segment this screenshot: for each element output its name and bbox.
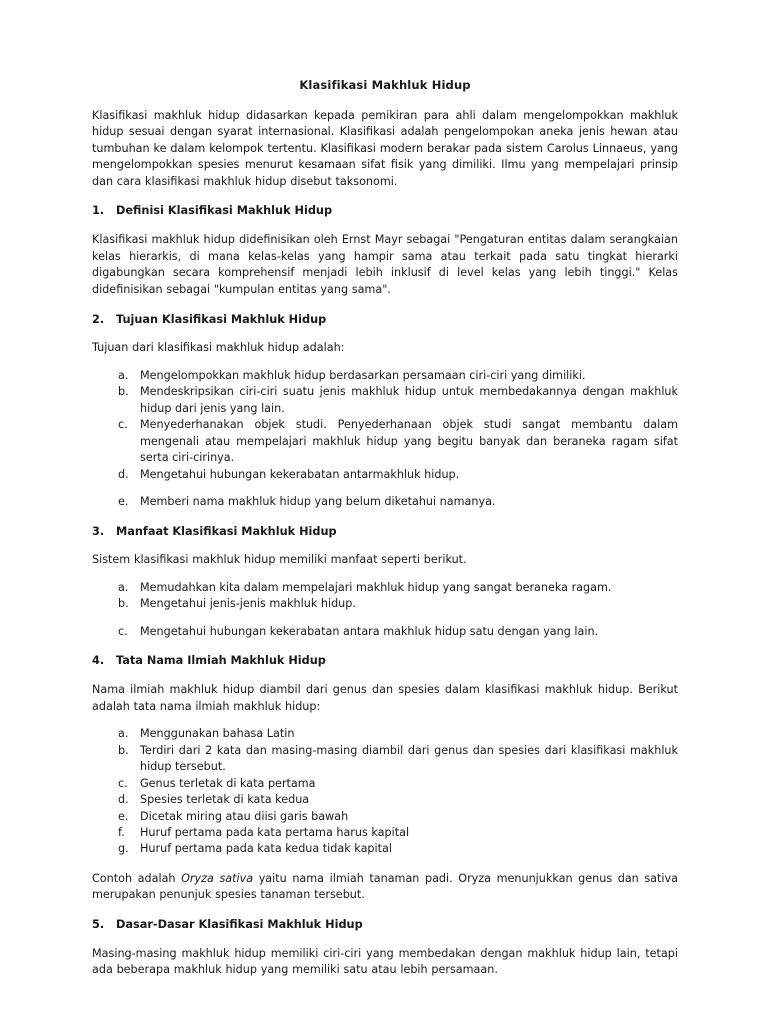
list-item <box>118 384 678 417</box>
closing-text-before: Contoh adalah <box>92 871 182 885</box>
list-item <box>118 624 678 640</box>
list-item <box>118 743 678 776</box>
list-item <box>118 417 678 466</box>
list-item-text: Mengelompokkan makhluk hidup berdasarkan persamaan ciri-ciri yang dimiliki. <box>140 368 586 382</box>
list-item <box>118 596 678 612</box>
list-item <box>118 467 678 483</box>
closing-text-after: yaitu nama ilmiah tanaman padi. Oryza menunjukkan genus dan sativa merupakan penunjuk spesies tanaman tersebut. <box>92 871 679 902</box>
list-item-text: Terdiri dari 2 kata dan masing-masing diambil dari genus dan spesies dari klasifikasi makhluk hidup tersebut. <box>140 743 678 774</box>
list-item-text: Mengetahui jenis-jenis makhluk hidup. <box>140 597 356 611</box>
section-heading-4 <box>92 653 678 669</box>
section-title-4: Tata Nama Ilmiah Makhluk Hidup <box>116 654 326 668</box>
page-title: Klasifikasi Makhluk Hidup <box>299 78 471 92</box>
list-item-text: Menggunakan bahasa Latin <box>140 727 295 741</box>
section-number-3: 3. <box>92 524 105 538</box>
section-heading-1 <box>92 203 678 219</box>
list-item-text: Genus terletak di kata pertama <box>140 776 316 790</box>
list-item-text: Huruf pertama pada kata kedua tidak kapital <box>140 842 392 856</box>
section-title-1: Definisi Klasifikasi Makhluk Hidup <box>116 204 333 218</box>
section-2-list <box>92 368 678 511</box>
list-marker: c. <box>118 624 128 638</box>
section-2-lead: Tujuan dari klasifikasi makhluk hidup adalah: <box>92 341 345 355</box>
list-marker: c. <box>118 418 128 432</box>
list-marker: g. <box>118 842 129 856</box>
list-item <box>118 580 678 596</box>
list-marker: f. <box>118 825 125 839</box>
list-item-text: Mengetahui hubungan kekerabatan antarmakhluk hidup. <box>140 467 460 481</box>
list-marker: e. <box>118 495 129 509</box>
section-3-list <box>92 580 678 640</box>
section-4-list <box>92 726 678 858</box>
list-item-text: Menyederhanakan objek studi. Penyederhanaan objek studi sangat membantu dalam mengenali atau mempelajari makhluk hidup yang begitu banyak dan beraneka ragam sifat serta ciri-cirinya. <box>140 418 678 465</box>
section-title-2: Tujuan Klasifikasi Makhluk Hidup <box>116 312 327 326</box>
list-marker: b. <box>118 743 129 757</box>
section-title-5: Dasar-Dasar Klasifikasi Makhluk Hidup <box>116 918 363 932</box>
section-title-3: Manfaat Klasifikasi Makhluk Hidup <box>116 524 337 538</box>
list-item-text: Mendeskripsikan ciri-ciri suatu jenis makhluk hidup untuk membedakannya dengan makhluk hidup dari jenis yang lain. <box>140 385 678 415</box>
list-item-text: Dicetak miring atau diisi garis bawah <box>140 809 349 823</box>
list-marker: d. <box>118 467 129 481</box>
list-item <box>118 726 678 742</box>
list-item <box>118 841 678 857</box>
list-item-text: Mengetahui hubungan kekerabatan antara makhluk hidup satu dengan yang lain. <box>140 624 599 638</box>
list-marker: a. <box>118 368 129 382</box>
intro-paragraph: Klasifikasi makhluk hidup didasarkan kepada pemikiran para ahli dalam mengelompokkan makhluk hidup sesuai dengan syarat internasional. Klasifikasi adalah pengelompokan aneka jenis hewan atau tumbuhan ke dalam kelompok tertentu. Klasifikasi modern berakar pada sistem Carolus Linnaeus, yang mengelompokkan spesies menurut kesamaan sifat fisik yang dimiliki. Ilmu yang mempelajari prinsip dan cara klasifikasi makhluk hidup disebut taksonomi. <box>92 108 678 188</box>
section-number-4: 4. <box>92 654 105 668</box>
list-marker: b. <box>118 385 129 399</box>
section-4-closing <box>92 871 678 904</box>
list-item-text: Memudahkan kita dalam mempelajari makhluk hidup yang sangat beraneka ragam. <box>140 580 612 594</box>
list-item <box>118 776 678 792</box>
section-number-1: 1. <box>92 204 105 218</box>
list-marker: a. <box>118 580 129 594</box>
list-item <box>118 809 678 825</box>
list-item <box>118 368 678 384</box>
section-heading-2 <box>92 312 678 328</box>
list-marker: b. <box>118 597 129 611</box>
section-5-body: Masing-masing makhluk hidup memiliki ciri-ciri yang membedakan dengan makhluk hidup lain, tetapi ada beberapa makhluk hidup yang memiliki satu atau lebih persamaan. <box>92 946 678 977</box>
section-heading-3 <box>92 524 678 540</box>
list-item <box>118 825 678 841</box>
list-marker: d. <box>118 793 129 807</box>
list-marker: a. <box>118 727 129 741</box>
section-1-body: Klasifikasi makhluk hidup didefinisikan oleh Ernst Mayr sebagai "Pengaturan entitas dalam serangkaian kelas hierarkis, di mana kelas-kelas yang hampir sama atau terkait pada satu tingkat hierarki digabungkan secara komprehensif menjadi lebih inklusif di level kelas yang lebih tinggi." Kelas didefinisikan sebagai "kumpulan entitas yang sama". <box>92 233 678 296</box>
list-item-text: Memberi nama makhluk hidup yang belum diketahui namanya. <box>140 495 496 509</box>
list-marker: e. <box>118 809 129 823</box>
section-4-lead: Nama ilmiah makhluk hidup diambil dari genus dan spesies dalam klasifikasi makhluk hidup. Berikut adalah tata nama ilmiah makhluk hidup: <box>92 683 678 713</box>
list-item <box>118 494 678 510</box>
list-item-text: Huruf pertama pada kata pertama harus kapital <box>140 825 410 839</box>
section-number-5: 5. <box>92 918 105 932</box>
list-item <box>118 792 678 808</box>
list-marker: c. <box>118 776 128 790</box>
section-number-2: 2. <box>92 312 105 326</box>
list-item-text: Spesies terletak di kata kedua <box>140 793 310 807</box>
scientific-name: Oryza sativa <box>181 871 254 885</box>
section-3-lead: Sistem klasifikasi makhluk hidup memiliki manfaat seperti berikut. <box>92 553 467 567</box>
section-heading-5 <box>92 917 678 933</box>
